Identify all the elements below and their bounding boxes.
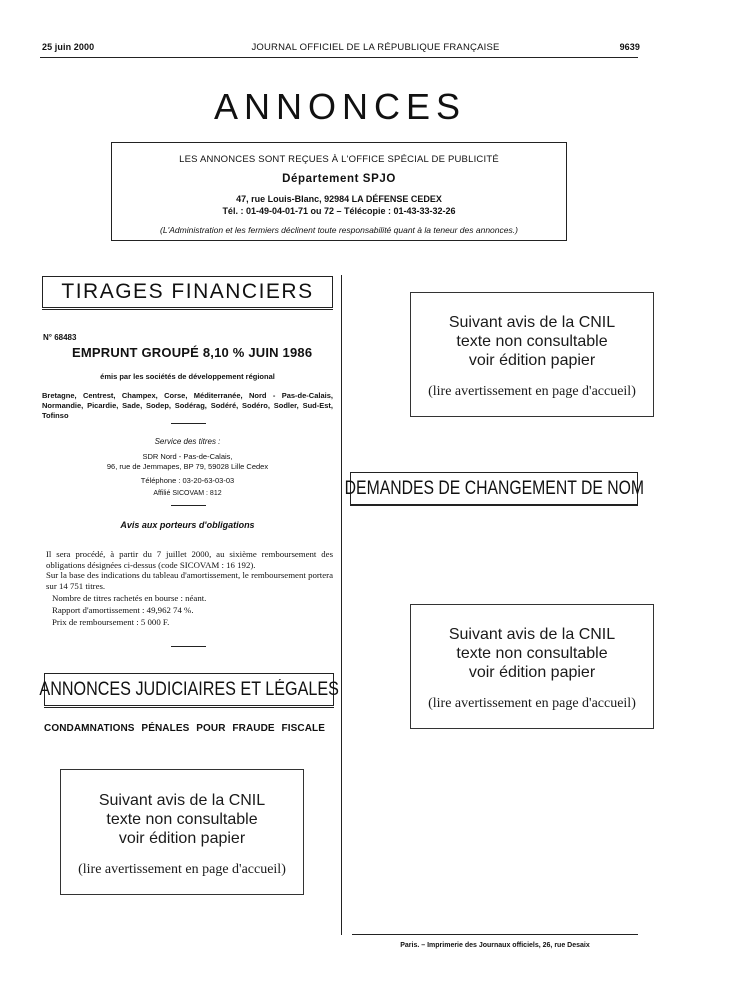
ad-service-line1: SDR Nord - Pas-de-Calais, (142, 452, 233, 461)
cnil-notice-box (410, 292, 654, 417)
condamnations-heading: CONDAMNATIONS PÉNALES POUR FRAUDE FISCALE (44, 723, 326, 734)
section-heading-judiciaires-label: ANNONCES JUDICIAIRES ET LÉGALES (39, 678, 339, 700)
cnil-line2: texte non consultable (456, 645, 608, 662)
column-divider (341, 275, 342, 935)
ad-service-line2: 96, rue de Jemmapes, BP 79, 59028 Lille Cedex (106, 462, 269, 471)
cnil-line3: voir édition papier (118, 830, 246, 847)
ad-sicovam: Affilié SICOVAM : 812 (153, 490, 222, 497)
contact-line-department: Département SPJO (282, 173, 396, 185)
section-heading-tirages-label: TIRAGES FINANCIERS (61, 280, 314, 303)
header-rule (40, 57, 638, 58)
section-underline (44, 707, 334, 708)
cnil-line2: texte non consultable (106, 811, 258, 828)
ad-body-line5: Prix de remboursement : 5 000 F. (52, 616, 170, 627)
cnil-line4: (lire avertissement en page d'accueil) (428, 384, 636, 399)
footer-rule (352, 934, 638, 935)
contact-line-office: LES ANNONCES SONT REÇUES À L'OFFICE SPÉCIAL DE PUBLICITÉ (179, 154, 499, 165)
cnil-line2: texte non consultable (456, 333, 608, 350)
ad-separator (171, 646, 206, 647)
ad-body (46, 549, 333, 627)
ad-number: N° 68483 (43, 333, 77, 342)
cnil-line4: (lire avertissement en page d'accueil) (78, 862, 286, 877)
ad-service-address (42, 452, 333, 472)
ad-body-line3: Nombre de titres rachetés en bourse : néant. (52, 592, 207, 603)
cnil-notice-box (410, 604, 654, 729)
cnil-line3: voir édition papier (468, 352, 596, 369)
contact-line-phone: Tél. : 01-49-04-01-71 ou 72 – Télécopie : 01-43-33-32-26 (222, 206, 456, 216)
cnil-notice-box (60, 769, 304, 895)
header-date: 25 juin 2000 (42, 42, 95, 52)
ad-body-line4: Rapport d'amortissement : 49,962 74 %. (52, 604, 194, 615)
contact-line-disclaimer: (L'Administration et les fermiers déclinent toute responsabilité quant à la teneur des annonces.) (160, 225, 518, 235)
ad-telephone: Téléphone : 03-20-63-03-03 (140, 476, 235, 485)
ad-issuers: Bretagne, Centrest, Champex, Corse, Méditerranée, Nord - Pas-de-Calais, Normandie, Picardie, Sade, Sodep, Sodérag, Sodéré, Sodéro, Sodler, Sud-Est, Tofinso (42, 391, 333, 420)
cnil-line1: Suivant avis de la CNIL (448, 626, 616, 643)
ad-title: EMPRUNT GROUPÉ 8,10 % JUIN 1986 (72, 345, 313, 360)
cnil-line4: (lire avertissement en page d'accueil) (428, 696, 636, 711)
ad-notice-heading: Avis aux porteurs d'obligations (120, 520, 255, 530)
section-heading-judiciaires (39, 673, 339, 706)
footer-imprint: Paris. – Imprimerie des Journaux officiels, 26, rue Desaix (400, 942, 590, 949)
section-heading-tirages (42, 276, 333, 308)
section-heading-demandes-label: DEMANDES DE CHANGEMENT DE NOM (344, 477, 644, 499)
page-title: ANNONCES (213, 86, 467, 127)
contact-box (111, 142, 567, 241)
ad-service-label: Service des titres : (154, 437, 221, 446)
ad-separator (171, 505, 206, 506)
section-underline (42, 309, 333, 310)
section-underline (350, 505, 638, 506)
cnil-line1: Suivant avis de la CNIL (98, 792, 266, 809)
cnil-line3: voir édition papier (468, 664, 596, 681)
ad-body-para2: Sur la base des indications du tableau d'amortissement, le remboursement portera sur 14 751 titres. (46, 570, 333, 591)
section-heading-demandes (344, 472, 644, 505)
ad-subtitle: émis par les sociétés de développement régional (100, 372, 275, 381)
ad-separator (171, 423, 206, 424)
contact-line-address: 47, rue Louis-Blanc, 92984 LA DÉFENSE CEDEX (236, 194, 442, 204)
ad-body-para1: Il sera procédé, à partir du 7 juillet 2000, au sixième remboursement des obligations désignées ci-dessus (code SICOVAM : 16 192). (46, 549, 333, 570)
header-journal-title: JOURNAL OFFICIEL DE LA RÉPUBLIQUE FRANÇAISE (251, 42, 500, 53)
cnil-line1: Suivant avis de la CNIL (448, 314, 616, 331)
header-page-number: 9639 (619, 42, 640, 52)
